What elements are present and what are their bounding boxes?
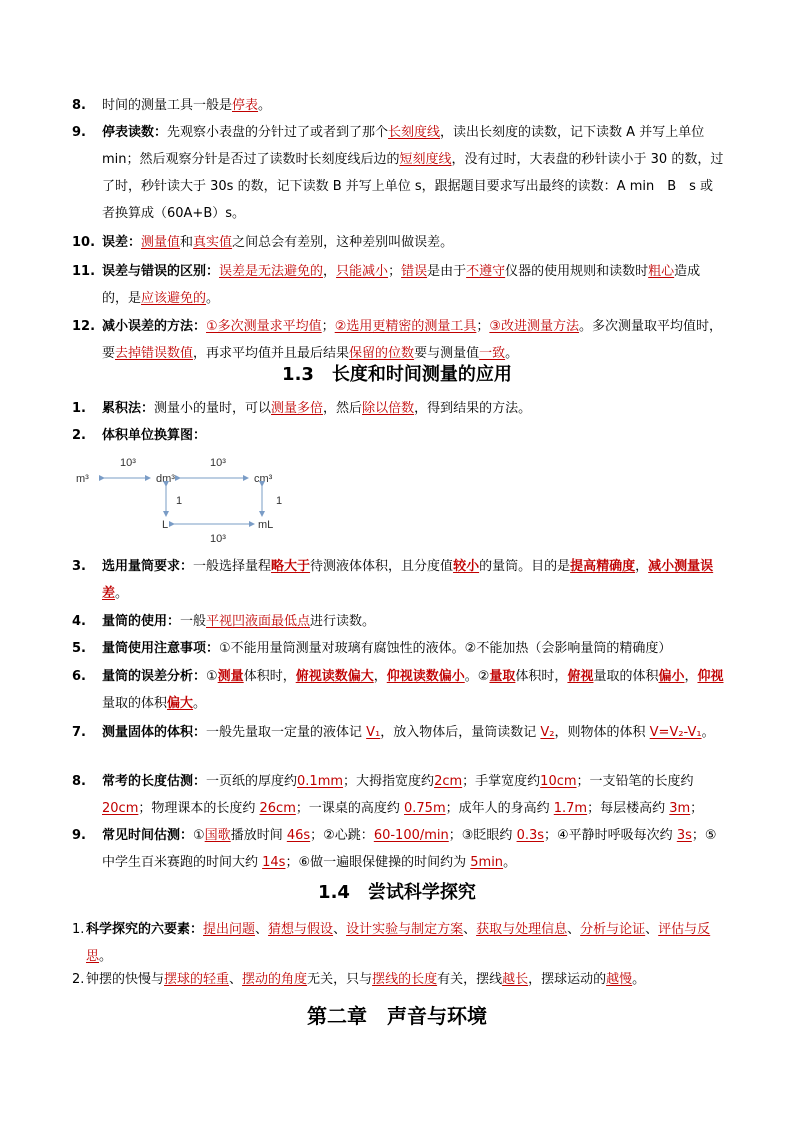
answer-text: 测量 (217, 669, 244, 684)
answer-text: 摆球的轻重 (164, 972, 230, 987)
answer-text: ①多次测量求平均值 (206, 319, 322, 334)
body-text: 量取的体积 (102, 696, 168, 711)
body-text: ； (321, 319, 335, 334)
body-text: ；每层楼高约 (587, 801, 670, 816)
body-text: ； (476, 319, 490, 334)
body-text: ，放入物体后，量筒读数记 (380, 725, 541, 740)
body-text: 造成的，是 (102, 264, 701, 306)
answer-text: 应该避免的 (141, 291, 207, 306)
item-c9: 9. 常见时间估测：①国歌播放时间 46s；②心跳：60-100/min；③眨眼约 0.3s；④平静时呼吸每次约 3s；⑤中学生百米赛跑的时间大约 14s；⑥做一遍眼保健操的时间约为 5min。 (72, 828, 717, 870)
body-text: 是由于 (427, 264, 467, 279)
item-label: 体积单位换算图： (102, 428, 207, 443)
body-text: ， (635, 559, 649, 574)
answer-text: 仰视 (697, 669, 724, 684)
body-text: ；②心跳： (310, 828, 374, 843)
body-text: 、 (463, 922, 477, 937)
item-10: 10. 误差：测量值和真实值之间总会有差别，这种差别叫做误差。 (72, 235, 454, 250)
body-text: 仪器的使用规则和读数时 (505, 264, 649, 279)
answer-text: 猜想与假设 (268, 922, 334, 937)
body-text: 时间的测量工具一般是 (102, 98, 233, 113)
body-text: ， (684, 669, 698, 684)
answer-text: V₂ (540, 725, 555, 740)
answer-text: 摆动的角度 (242, 972, 308, 987)
body-text: ； (388, 264, 402, 279)
body-text: 一般 (180, 614, 207, 629)
item-9: 9. 停表读数：先观察小表盘的分针过了或者到了那个长刻度线，读出长刻度的读数，记下读数 A 并写上单位 min；然后观察分针是否过了读数时长刻度线后边的短刻度线，没有过时，大表盘的秒针读小于 30 的数，过了时，秒针读大于 30s 的数，记下读数 B 并写上单位 s，跟据题目要求写出最终的读数：A min B s 或者换算成（60A+B）s。 (72, 125, 724, 221)
answer-text: 2cm (434, 774, 463, 789)
body-text: 先观察小表盘的分针过了或者到了那个 (167, 125, 389, 140)
answer-text: ②选用更精密的测量工具 (334, 319, 477, 334)
body-text: 。 (115, 586, 129, 601)
body-text: 一页纸的厚度约 (206, 774, 298, 789)
body-text: 。 (258, 98, 272, 113)
body-text: 进行读数。 (310, 614, 376, 629)
answer-text: V=V₂-V₁ (649, 725, 702, 740)
body-text: ；一支铅笔的长度约 (576, 774, 694, 789)
body-text: 之间总会有差别，这种差别叫做误差。 (232, 235, 454, 250)
item-c8: 8. 常考的长度估测：一页纸的厚度约0.1mm；大拇指宽度约2cm；手掌宽度约10cm；一支铅笔的长度约20cm；物理课本的长度约 26cm；一课桌的高度约 0.75m；成年人的身高约 1.7m；每层楼高约 3m； (72, 774, 704, 816)
answer-text: 较小 (453, 559, 480, 574)
answer-text: 1.7m (553, 801, 588, 816)
answer-text: 60-100/min (373, 828, 449, 843)
body-text: 。 (206, 291, 220, 306)
body-text: ，得到结果的方法。 (414, 401, 532, 416)
factor-dm3-cm3: 10³ (210, 457, 226, 469)
answer-text: 0.75m (404, 801, 446, 816)
factor-L-mL: 10³ (210, 533, 226, 545)
item-11: 11. 误差与错误的区别：误差是无法避免的，只能减小；错误是由于不遵守仪器的使用规则和读数时粗心造成的，是应该避免的。 (72, 264, 701, 306)
answer-text: 获取与处理信息 (476, 922, 568, 937)
answer-text: 3s (676, 828, 692, 843)
unit-dm3: dm³ (156, 473, 175, 485)
body-text: 、 (567, 922, 581, 937)
answer-text: 误差是无法避免的 (219, 264, 324, 279)
answer-text: 5min (470, 855, 504, 870)
answer-text: 国歌 (204, 828, 231, 843)
answer-text: 俯视读数偏大 (295, 669, 374, 684)
body-text: ；③眨眼约 (448, 828, 517, 843)
body-text: ； (690, 801, 704, 816)
answer-text: 量取 (489, 669, 516, 684)
chapter-heading-2: 第二章 声音与环境 (307, 1004, 487, 1028)
item-12: 12. 减小误差的方法：①多次测量求平均值；②选用更精密的测量工具；③改进测量方法。多次测量取平均值时，要去掉错误数值，再求平均值并且最后结果保留的位数要与测量值一致。 (72, 319, 723, 361)
body-text: ， (323, 264, 337, 279)
answer-text: 短刻度线 (399, 152, 452, 167)
answer-text: 0.3s (516, 828, 545, 843)
body-text: 一般先量取一定量的液体记 (206, 725, 367, 740)
body-text: 测量小的量时，可以 (154, 401, 272, 416)
body-text: 钟摆的快慢与 (86, 972, 165, 987)
answer-text: 去掉错误数值 (115, 346, 194, 361)
answer-text: 10cm (540, 774, 577, 789)
answer-text: 保留的位数 (349, 346, 415, 361)
answer-text: 减小测量误差 (102, 559, 714, 601)
body-text: ；大拇指宽度约 (343, 774, 435, 789)
answer-text: ③改进测量方法 (489, 319, 580, 334)
factor-dm3-L: 1 (176, 495, 183, 507)
body-text: 。 (503, 855, 517, 870)
body-text: ，读出长刻度的读数，记下读数 A 并写上单位 min；然后观察分针是否过了读数时长刻度线后边的 (102, 125, 705, 167)
answer-text: 26cm (259, 801, 296, 816)
body-text: 和 (180, 235, 194, 250)
answer-text: 平视凹液面最低点 (206, 614, 311, 629)
answer-text: 仰视读数偏小 (386, 669, 465, 684)
body-text: 。多次测量取平均值时，要 (102, 319, 723, 361)
answer-text: 偏大 (167, 696, 194, 711)
answer-text: 0.1mm (297, 774, 344, 789)
body-text: 待测液体体积，且分度值 (310, 559, 454, 574)
body-text: 。 (701, 725, 715, 740)
answer-text: 越长 (502, 972, 529, 987)
item-c3: 3. 选用量筒要求：一般选择量程略大于待测液体体积，且分度值较小的量筒。目的是提高精确度，减小测量误差。 (72, 559, 714, 601)
body-text: ，则物体的体积 (554, 725, 650, 740)
answer-text: 长刻度线 (388, 125, 441, 140)
answer-text: 粗心 (648, 264, 675, 279)
item-c7: 7. 测量固体的体积：一般先量取一定量的液体记 V₁，放入物体后，量筒读数记 V₂，则物体的体积 V=V₂-V₁。 (72, 725, 715, 740)
body-text: ，再求平均值并且最后结果 (193, 346, 350, 361)
item-d1: 1. 科学探究的六要素：提出问题、猜想与假设、设计实验与制定方案、获取与处理信息、分析与论证、评估与反思。 (72, 922, 711, 964)
body-text: 。 (193, 696, 207, 711)
body-text: ；⑥做一遍眼保健操的时间约为 (285, 855, 471, 870)
answer-text: 错误 (401, 264, 428, 279)
body-text: 播放时间 (230, 828, 287, 843)
unit-cm3: cm³ (254, 473, 273, 485)
body-text: 。 (99, 949, 113, 964)
body-text: ；手掌宽度约 (462, 774, 541, 789)
answer-text: 测量多倍 (271, 401, 324, 416)
section-heading-1-3: 1.3 长度和时间测量的应用 (282, 364, 512, 385)
body-text: ，没有过时，大表盘的秒针读小于 30 的数，过了时，秒针读大于 30s 的数，记下读数 B 并写上单位 s，跟据题目要求写出最终的读数：A min B s 或者换算成（60A+B）s。 (102, 152, 724, 221)
item-label: 科学探究的六要素： (86, 922, 204, 937)
answer-text: 3m (669, 801, 691, 816)
body-text: 有关，摆线 (437, 972, 503, 987)
answer-text: 分析与论证 (580, 922, 646, 937)
body-text: ；成年人的身高约 (445, 801, 554, 816)
answer-text: V₁ (366, 725, 381, 740)
body-text: ， (373, 669, 387, 684)
answer-text: 不遵守 (466, 264, 506, 279)
item-label: 误差： (102, 235, 142, 250)
body-text: 一般选择量程 (193, 559, 272, 574)
item-label: 量筒的使用： (102, 614, 181, 629)
answer-text: 14s (262, 855, 286, 870)
answer-text: 俯视 (567, 669, 594, 684)
unit-m3: m³ (76, 473, 89, 485)
answer-text: 20cm (102, 801, 139, 816)
item-b2: 2. 体积单位换算图： (72, 428, 207, 443)
unit-L: L (162, 519, 169, 531)
answer-text: 一致 (479, 346, 506, 361)
factor-cm3-mL: 1 (276, 495, 283, 507)
body-text: ；物理课本的长度约 (138, 801, 260, 816)
body-text: ；④平静时呼吸每次约 (544, 828, 677, 843)
answer-text: 略大于 (271, 559, 311, 574)
body-text: ，摆球运动的 (528, 972, 607, 987)
answer-text: 提高精确度 (570, 559, 636, 574)
body-text: 量取的体积 (593, 669, 659, 684)
body-text: 。 (505, 346, 519, 361)
body-text: 、 (229, 972, 243, 987)
body-text: ①不能用量筒测量对玻璃有腐蚀性的液体。②不能加热（会影响量筒的精确度） (219, 641, 672, 656)
item-label: 误差与错误的区别： (102, 264, 220, 279)
section-heading-1-4: 1.4 尝试科学探究 (318, 882, 476, 903)
answer-text: 偏小 (658, 669, 685, 684)
item-c5: 5. 量筒使用注意事项：①不能用量筒测量对玻璃有腐蚀性的液体。②不能加热（会影响量筒的精确度） (72, 641, 672, 656)
body-text: 的量筒。目的是 (479, 559, 571, 574)
volume-conversion-diagram (70, 452, 310, 548)
body-text: 、 (255, 922, 269, 937)
item-b1: 1. 累积法：测量小的量时，可以测量多倍，然后除以倍数，得到结果的方法。 (72, 401, 532, 416)
item-label: 量筒的误差分析： (102, 669, 207, 684)
item-label: 累积法： (102, 401, 155, 416)
body-text: ；⑤中学生百米赛跑的时间大约 (102, 828, 717, 870)
answer-text: 46s (286, 828, 311, 843)
item-label: 常见时间估测： (102, 828, 194, 843)
answer-text: 设计实验与制定方案 (346, 922, 464, 937)
body-text: ；一课桌的高度约 (295, 801, 404, 816)
answer-text: 停表 (232, 98, 259, 113)
item-label: 常考的长度估测： (102, 774, 207, 789)
answer-text: 摆线的长度 (372, 972, 438, 987)
answer-text: 真实值 (193, 235, 233, 250)
body-text: 。② (464, 669, 490, 684)
body-text: ① (206, 669, 218, 684)
body-text: ，然后 (323, 401, 363, 416)
factor-m3-dm3: 10³ (120, 457, 136, 469)
answer-text: 测量值 (141, 235, 181, 250)
answer-text: 除以倍数 (362, 401, 415, 416)
body-text: 。 (632, 972, 646, 987)
body-text: 、 (333, 922, 347, 937)
item-label: 测量固体的体积： (102, 725, 207, 740)
item-c6: 6. 量筒的误差分析：①测量体积时，俯视读数偏大，仰视读数偏小。②量取体积时，俯视量取的体积偏小，仰视量取的体积偏大。 (72, 669, 724, 711)
body-text: 体积时， (243, 669, 296, 684)
body-text: 、 (645, 922, 659, 937)
item-label: 减小误差的方法： (102, 319, 207, 334)
body-text: ① (193, 828, 205, 843)
body-text: 体积时， (515, 669, 568, 684)
answer-text: 提出问题 (203, 922, 256, 937)
answer-text: 只能减小 (336, 264, 389, 279)
item-c4: 4. 量筒的使用：一般平视凹液面最低点进行读数。 (72, 614, 376, 629)
body-text: 无关，只与 (307, 972, 373, 987)
answer-text: 评估与反思 (86, 922, 711, 964)
unit-mL: mL (258, 519, 274, 531)
item-8: 8. 时间的测量工具一般是停表。 (72, 98, 272, 113)
item-d2: 2. 钟摆的快慢与摆球的轻重、摆动的角度无关，只与摆线的长度有关，摆线越长，摆球运动的越慢。 (72, 972, 646, 987)
item-label: 停表读数： (102, 125, 168, 140)
answer-text: 越慢 (606, 972, 633, 987)
item-label: 选用量筒要求： (102, 559, 194, 574)
body-text: 要与测量值 (414, 346, 480, 361)
item-label: 量筒使用注意事项： (102, 641, 220, 656)
